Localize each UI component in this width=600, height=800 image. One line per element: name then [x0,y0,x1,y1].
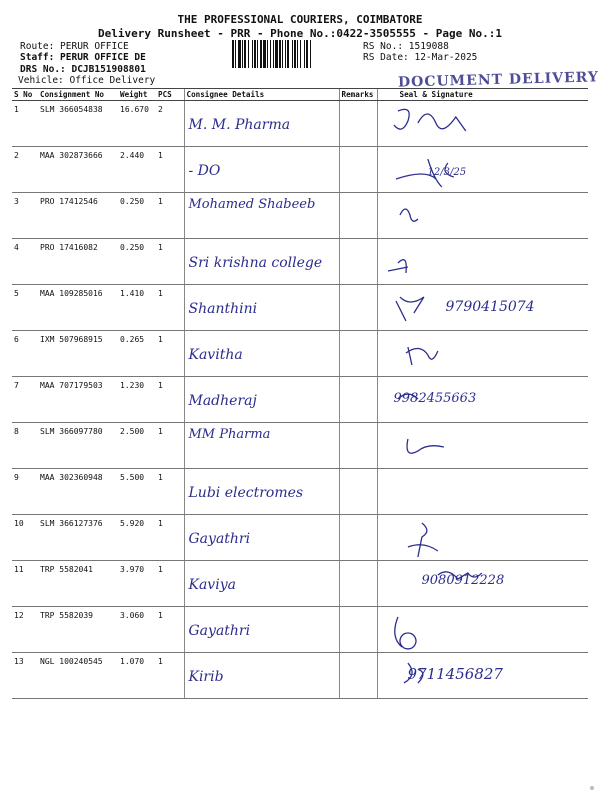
row-remarks [339,331,377,377]
table-row [12,469,588,515]
row-signature [377,607,588,653]
row-consignment: PRO 17416082 [38,239,118,285]
row-weight: 1.070 [118,653,156,699]
row-sno: 1 [12,101,38,147]
handwritten-phone: 9982455663 [393,391,477,406]
row-sno: 5 [12,285,38,331]
row-pcs: 2 [156,101,184,147]
consignee-handwriting: Mohamed Shabeeb [188,197,316,212]
row-consignee [184,607,339,653]
signature-scribble-icon [378,147,589,192]
signature-scribble-icon [378,331,589,376]
col-remarks: Remarks [339,89,377,101]
row-consignee [184,469,339,515]
row-signature [377,423,588,469]
consignee-handwriting: M. M. Pharma [188,117,291,133]
row-consignment: IXM 507968915 [38,331,118,377]
row-consignment: PRO 17412546 [38,193,118,239]
consignee-handwriting: Madheraj [188,393,257,409]
consignee-handwriting: Kirib [188,669,224,685]
table-row [12,147,588,193]
consignee-handwriting: Kavitha [188,347,243,363]
row-pcs: 1 [156,377,184,423]
row-weight: 3.060 [118,607,156,653]
handwritten-phone: 12/3/25 [427,167,467,178]
row-consignment: TRP 5582039 [38,607,118,653]
signature-scribble-icon [378,607,589,652]
row-consignee [184,285,339,331]
row-remarks [339,239,377,285]
col-consignee: Consignee Details [184,89,339,101]
rs-number: RS No.: 1519088 [363,41,449,52]
row-sno: 13 [12,653,38,699]
row-signature [377,285,588,331]
row-pcs: 1 [156,423,184,469]
table-header-row [12,89,588,101]
row-sno: 10 [12,515,38,561]
col-signature: Seal & Signature [377,89,588,101]
row-remarks [339,469,377,515]
table-row [12,423,588,469]
vehicle: Vehicle: Office Delivery [18,75,156,86]
row-consignee [184,239,339,285]
row-consignee [184,653,339,699]
row-consignment: MAA 302873666 [38,147,118,193]
row-pcs: 1 [156,515,184,561]
row-consignment: NGL 100240545 [38,653,118,699]
row-pcs: 1 [156,193,184,239]
signature-scribble-icon [378,239,589,284]
table-row [12,331,588,377]
row-remarks [339,147,377,193]
row-consignment: TRP 5582041 [38,561,118,607]
row-consignee [184,193,339,239]
handwritten-phone: 9080912228 [421,573,505,588]
row-consignee [184,515,339,561]
consignee-handwriting: - DO [188,163,221,179]
row-consignee [184,377,339,423]
row-signature [377,239,588,285]
document-delivery-stamp: DOCUMENT DELIVERY [397,69,600,91]
row-consignment: MAA 707179503 [38,377,118,423]
row-remarks [339,515,377,561]
row-remarks [339,561,377,607]
row-consignment: SLM 366127376 [38,515,118,561]
row-consignee [184,423,339,469]
row-weight: 2.440 [118,147,156,193]
table-row [12,285,588,331]
row-weight: 1.410 [118,285,156,331]
runsheet-subtitle: Delivery Runsheet - PRR - Phone No.:0422-3505555 - Page No.:1 [98,27,502,40]
consignee-handwriting: Gayathri [188,531,251,547]
row-sno: 6 [12,331,38,377]
row-signature [377,653,588,699]
col-pcs: PCS [156,89,184,101]
row-consignment: SLM 366054838 [38,101,118,147]
row-consignment: MAA 109285016 [38,285,118,331]
row-weight: 0.250 [118,193,156,239]
row-remarks [339,653,377,699]
row-weight: 2.500 [118,423,156,469]
consignee-handwriting: Kaviya [188,577,236,593]
row-remarks [339,423,377,469]
row-pcs: 1 [156,653,184,699]
row-sno: 7 [12,377,38,423]
row-pcs: 1 [156,561,184,607]
table-row [12,101,588,147]
row-consignee [184,147,339,193]
row-remarks [339,193,377,239]
signature-scribble-icon [378,101,589,146]
row-consignee [184,331,339,377]
table-row [12,239,588,285]
row-remarks [339,607,377,653]
signature-scribble-icon [378,469,589,514]
row-signature [377,193,588,239]
row-remarks [339,285,377,331]
row-signature [377,147,588,193]
row-weight: 16.670 [118,101,156,147]
row-sno: 9 [12,469,38,515]
table-row [12,607,588,653]
table-row [12,561,588,607]
row-signature [377,561,588,607]
drs-number: DRS No.: DCJB151908801 [20,64,146,75]
handwritten-phone: 9790415074 [445,299,535,315]
col-sno: S No [12,89,38,101]
row-consignment: MAA 302360948 [38,469,118,515]
row-pcs: 1 [156,147,184,193]
row-remarks [339,377,377,423]
consignee-handwriting: Gayathri [188,623,251,639]
consignee-handwriting: Sri krishna college [188,255,323,271]
signature-scribble-icon [378,423,589,468]
row-signature [377,101,588,147]
row-weight: 1.230 [118,377,156,423]
table-row [12,653,588,699]
scan-dot [590,786,594,790]
row-weight: 0.265 [118,331,156,377]
company-title: THE PROFESSIONAL COURIERS, COIMBATORE [177,13,423,26]
row-signature [377,469,588,515]
table-row [12,193,588,239]
table-row [12,377,588,423]
row-consignee [184,101,339,147]
barcode-icon [232,40,354,68]
signature-scribble-icon [378,515,589,560]
col-weight: Weight [118,89,156,101]
handwritten-phone: 9711456827 [407,665,503,683]
row-sno: 3 [12,193,38,239]
row-remarks [339,101,377,147]
signature-scribble-icon [378,193,589,238]
consignee-handwriting: Lubi electromes [188,485,304,501]
consignee-handwriting: MM Pharma [188,427,271,442]
row-pcs: 1 [156,469,184,515]
rs-date: RS Date: 12-Mar-2025 [363,52,478,63]
route: Route: PERUR OFFICE [20,41,129,52]
row-sno: 4 [12,239,38,285]
row-pcs: 1 [156,607,184,653]
row-sno: 8 [12,423,38,469]
row-weight: 3.970 [118,561,156,607]
row-weight: 0.250 [118,239,156,285]
row-sno: 2 [12,147,38,193]
row-pcs: 1 [156,331,184,377]
staff: Staff: PERUR OFFICE DE [20,52,146,63]
row-weight: 5.500 [118,469,156,515]
row-signature [377,331,588,377]
row-pcs: 1 [156,239,184,285]
row-weight: 5.920 [118,515,156,561]
row-sno: 12 [12,607,38,653]
consignee-handwriting: Shanthini [188,301,258,317]
row-sno: 11 [12,561,38,607]
row-signature [377,515,588,561]
col-consignment: Consignment No [38,89,118,101]
row-pcs: 1 [156,285,184,331]
runsheet-table [12,88,588,699]
row-consignee [184,561,339,607]
table-row [12,515,588,561]
row-signature [377,377,588,423]
row-consignment: SLM 366097780 [38,423,118,469]
